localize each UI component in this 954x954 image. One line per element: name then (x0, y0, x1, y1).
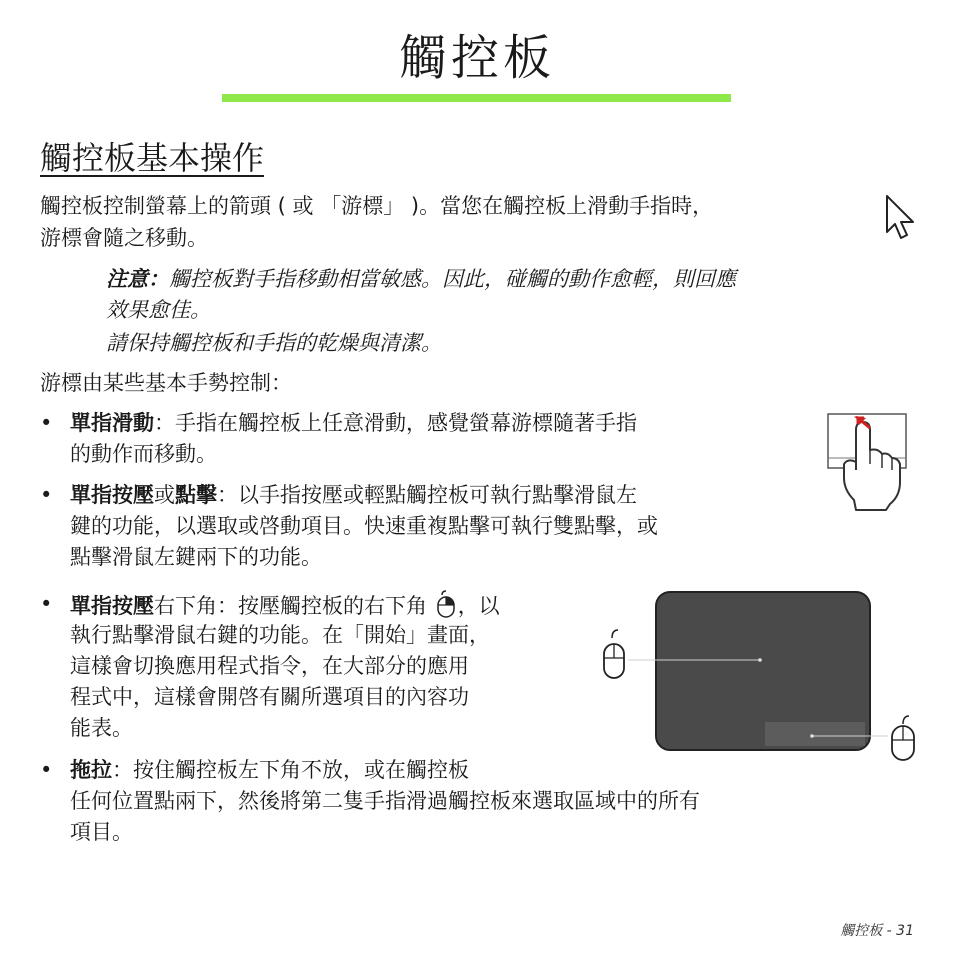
intro-line-2: 游標會隨之移動。 (40, 226, 208, 250)
bullet-4-text-1: ：按住觸控板左下角不放，或在觸控板 (112, 758, 469, 782)
bullet-marker: • (40, 592, 53, 616)
bullet-2-mid: 或 (154, 483, 175, 507)
mouse-pointer-icon (884, 194, 918, 242)
bullet-3-term: 單指按壓 (70, 594, 154, 618)
bullet-4-line-3: 項目。 (70, 820, 133, 844)
bullet-3-text-1b: ，以 (457, 594, 500, 618)
bullet-3-line-3: 這樣會切換應用程式指令，在大部分的應用 (70, 654, 469, 678)
bullet-3-text-1: 右下角：按壓觸控板的右下角 (154, 594, 427, 618)
bullet-marker: • (40, 483, 53, 507)
bullet-3-line-1 (70, 589, 500, 622)
bullet-2-line-2: 鍵的功能，以選取或啓動項目。快速重複點擊可執行雙點擊，或 (70, 514, 658, 538)
note-label: 注意： (106, 267, 169, 291)
note-text-1: 觸控板對手指移動相當敏感。因此，碰觸的動作愈輕，則回應 (169, 267, 736, 291)
title-underline-rule (222, 94, 731, 102)
note-line-2: 效果愈佳。 (106, 298, 211, 322)
bullet-1-line-2: 的動作而移動。 (70, 442, 217, 466)
bullet-3-line-2: 執行點擊滑鼠右鍵的功能。在「開始」畫面， (70, 623, 490, 647)
bullet-1-text-1: ：手指在觸控板上任意滑動，感覺螢幕游標隨著手指 (154, 411, 637, 435)
bullet-4-term: 拖拉 (70, 758, 112, 782)
bullet-1-term: 單指滑動 (70, 411, 154, 435)
intro-line-1: 觸控板控制螢幕上的箭頭 ( 或 「游標」 )。當您在觸控板上滑動手指時， (40, 194, 714, 218)
bullet-4-line-1 (70, 755, 469, 786)
bullet-2-term-2: 點擊 (175, 483, 217, 507)
finger-swipe-icon (826, 412, 910, 512)
bullet-3-line-4: 程式中，這樣會開啓有關所選項目的內容功 (70, 685, 469, 709)
gestures-intro: 游標由某些基本手勢控制： (40, 371, 292, 395)
bullet-3-line-5: 能表。 (70, 716, 133, 740)
note-line-3: 請保持觸控板和手指的乾燥與清潔。 (106, 331, 442, 355)
bullet-2-line-1 (70, 480, 637, 511)
mouse-right-click-icon (436, 589, 456, 619)
mouse-icon (604, 630, 624, 678)
bullet-2-term-1: 單指按壓 (70, 483, 154, 507)
bullet-marker: • (40, 411, 53, 435)
bullet-1-line-1 (70, 408, 637, 439)
touchpad-illustration (598, 590, 928, 762)
mouse-icon (892, 716, 914, 760)
bullet-2-line-3: 點擊滑鼠左鍵兩下的功能。 (70, 545, 322, 569)
bullet-2-text-1: ：以手指按壓或輕點觸控板可執行點擊滑鼠左 (217, 483, 637, 507)
page-footer: 觸控板 - 31 (840, 923, 914, 939)
section-title: 觸控板基本操作 (40, 139, 265, 177)
bullet-4-line-2: 任何位置點兩下，然後將第二隻手指滑過觸控板來選取區域中的所有 (70, 789, 700, 813)
chapter-title: 觸控板 (398, 30, 555, 86)
bullet-marker: • (40, 758, 53, 782)
note-line-1 (106, 264, 736, 295)
